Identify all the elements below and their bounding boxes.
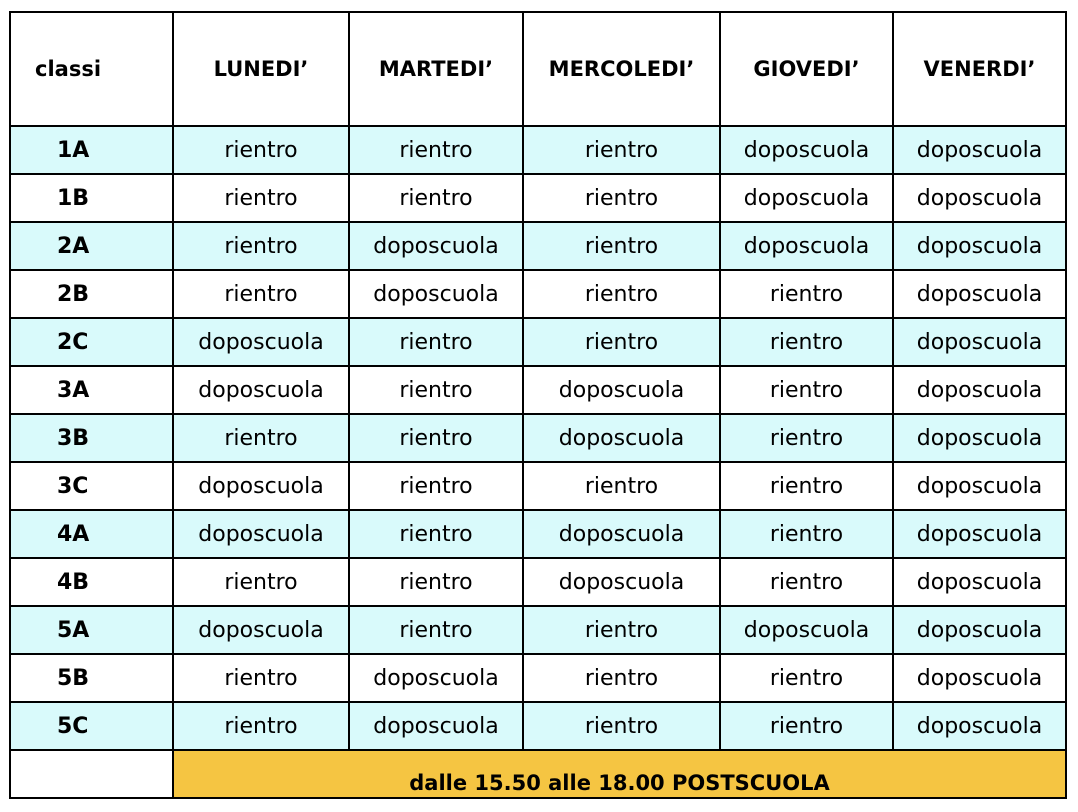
- header-day-tuesday: [349, 12, 523, 126]
- schedule-body: [10, 126, 1066, 750]
- class-name-cell: 5A: [10, 606, 173, 654]
- schedule-cell: rientro: [349, 510, 523, 558]
- schedule-cell: rientro: [349, 318, 523, 366]
- header-day-monday: [173, 12, 349, 126]
- postscuola-note: [173, 750, 1066, 798]
- table-row: [10, 702, 1066, 750]
- class-name-cell: 4B: [10, 558, 173, 606]
- schedule-cell: rientro: [720, 702, 893, 750]
- schedule-cell: rientro: [173, 174, 349, 222]
- class-name-cell: 5B: [10, 654, 173, 702]
- schedule-cell: doposcuola: [893, 126, 1066, 174]
- schedule-cell: doposcuola: [523, 558, 720, 606]
- class-name-cell: 3C: [10, 462, 173, 510]
- schedule-table: [9, 11, 1067, 799]
- schedule-cell: rientro: [173, 654, 349, 702]
- schedule-cell: doposcuola: [720, 174, 893, 222]
- footer-blank-cell: [10, 750, 173, 798]
- schedule-cell: rientro: [349, 606, 523, 654]
- header-day-label: LUNEDI’: [213, 57, 309, 81]
- table-row: [10, 318, 1066, 366]
- schedule-cell: rientro: [523, 702, 720, 750]
- table-row: [10, 606, 1066, 654]
- schedule-cell: rientro: [720, 510, 893, 558]
- schedule-cell: rientro: [173, 126, 349, 174]
- schedule-cell: rientro: [523, 270, 720, 318]
- schedule-cell: rientro: [523, 654, 720, 702]
- schedule-cell: rientro: [523, 126, 720, 174]
- schedule-cell: rientro: [523, 222, 720, 270]
- schedule-cell: rientro: [349, 174, 523, 222]
- class-name-cell: 3B: [10, 414, 173, 462]
- class-name-cell: 2A: [10, 222, 173, 270]
- schedule-cell: rientro: [523, 462, 720, 510]
- schedule-cell: doposcuola: [349, 222, 523, 270]
- schedule-cell: doposcuola: [893, 174, 1066, 222]
- schedule-cell: rientro: [349, 558, 523, 606]
- table-row: [10, 558, 1066, 606]
- schedule-cell: rientro: [173, 222, 349, 270]
- class-name-cell: 2C: [10, 318, 173, 366]
- schedule-cell: doposcuola: [893, 222, 1066, 270]
- schedule-cell: doposcuola: [173, 318, 349, 366]
- schedule-cell: rientro: [173, 270, 349, 318]
- schedule-cell: doposcuola: [720, 606, 893, 654]
- schedule-cell: doposcuola: [893, 654, 1066, 702]
- header-day-label: GIOVEDI’: [753, 57, 860, 81]
- class-name-cell: 3A: [10, 366, 173, 414]
- schedule-cell: rientro: [523, 174, 720, 222]
- schedule-cell: rientro: [720, 270, 893, 318]
- class-name-cell: 4A: [10, 510, 173, 558]
- schedule-cell: doposcuola: [893, 414, 1066, 462]
- table-row: [10, 270, 1066, 318]
- schedule-cell: doposcuola: [893, 270, 1066, 318]
- class-name-cell: 1A: [10, 126, 173, 174]
- schedule-cell: doposcuola: [893, 606, 1066, 654]
- header-day-friday: [893, 12, 1066, 126]
- header-row: [10, 12, 1066, 126]
- header-day-wednesday: [523, 12, 720, 126]
- schedule-cell: doposcuola: [523, 414, 720, 462]
- schedule-cell: doposcuola: [349, 654, 523, 702]
- schedule-cell: rientro: [523, 318, 720, 366]
- schedule-cell: doposcuola: [893, 558, 1066, 606]
- schedule-cell: rientro: [349, 126, 523, 174]
- table-row: [10, 654, 1066, 702]
- schedule-cell: rientro: [720, 318, 893, 366]
- schedule-cell: doposcuola: [720, 222, 893, 270]
- class-name-cell: 1B: [10, 174, 173, 222]
- schedule-cell: doposcuola: [893, 318, 1066, 366]
- schedule-cell: doposcuola: [349, 270, 523, 318]
- schedule-cell: rientro: [349, 414, 523, 462]
- header-day-label: MERCOLEDI’: [548, 57, 695, 81]
- schedule-cell: doposcuola: [173, 366, 349, 414]
- schedule-cell: doposcuola: [893, 702, 1066, 750]
- table-row: [10, 414, 1066, 462]
- schedule-cell: rientro: [720, 462, 893, 510]
- schedule-cell: rientro: [720, 366, 893, 414]
- schedule-cell: rientro: [720, 654, 893, 702]
- table-row: [10, 366, 1066, 414]
- header-day-label: MARTEDI’: [378, 57, 494, 81]
- schedule-cell: doposcuola: [893, 510, 1066, 558]
- schedule-cell: rientro: [349, 366, 523, 414]
- table-row: [10, 462, 1066, 510]
- class-name-cell: 2B: [10, 270, 173, 318]
- header-day-label: VENERDI’: [923, 57, 1036, 81]
- table-row: [10, 222, 1066, 270]
- schedule-cell: doposcuola: [173, 510, 349, 558]
- table-row: [10, 510, 1066, 558]
- schedule-cell: rientro: [523, 606, 720, 654]
- schedule-cell: doposcuola: [173, 462, 349, 510]
- schedule-cell: rientro: [173, 558, 349, 606]
- schedule-cell: doposcuola: [523, 366, 720, 414]
- schedule-cell: doposcuola: [720, 126, 893, 174]
- postscuola-note-text: dalle 15.50 alle 18.00 POSTSCUOLA: [409, 771, 830, 795]
- table-row: [10, 174, 1066, 222]
- class-name-cell: 5C: [10, 702, 173, 750]
- schedule-cell: doposcuola: [893, 462, 1066, 510]
- header-classi-label: classi: [35, 57, 102, 81]
- schedule-cell: doposcuola: [523, 510, 720, 558]
- schedule-cell: doposcuola: [893, 366, 1066, 414]
- schedule-cell: rientro: [173, 414, 349, 462]
- schedule-cell: doposcuola: [349, 702, 523, 750]
- footer-row: [10, 750, 1066, 798]
- schedule-cell: rientro: [173, 702, 349, 750]
- schedule-cell: rientro: [720, 414, 893, 462]
- schedule-cell: doposcuola: [173, 606, 349, 654]
- header-day-thursday: [720, 12, 893, 126]
- header-classi: [10, 12, 173, 126]
- schedule-cell: rientro: [720, 558, 893, 606]
- table-row: [10, 126, 1066, 174]
- schedule-cell: rientro: [349, 462, 523, 510]
